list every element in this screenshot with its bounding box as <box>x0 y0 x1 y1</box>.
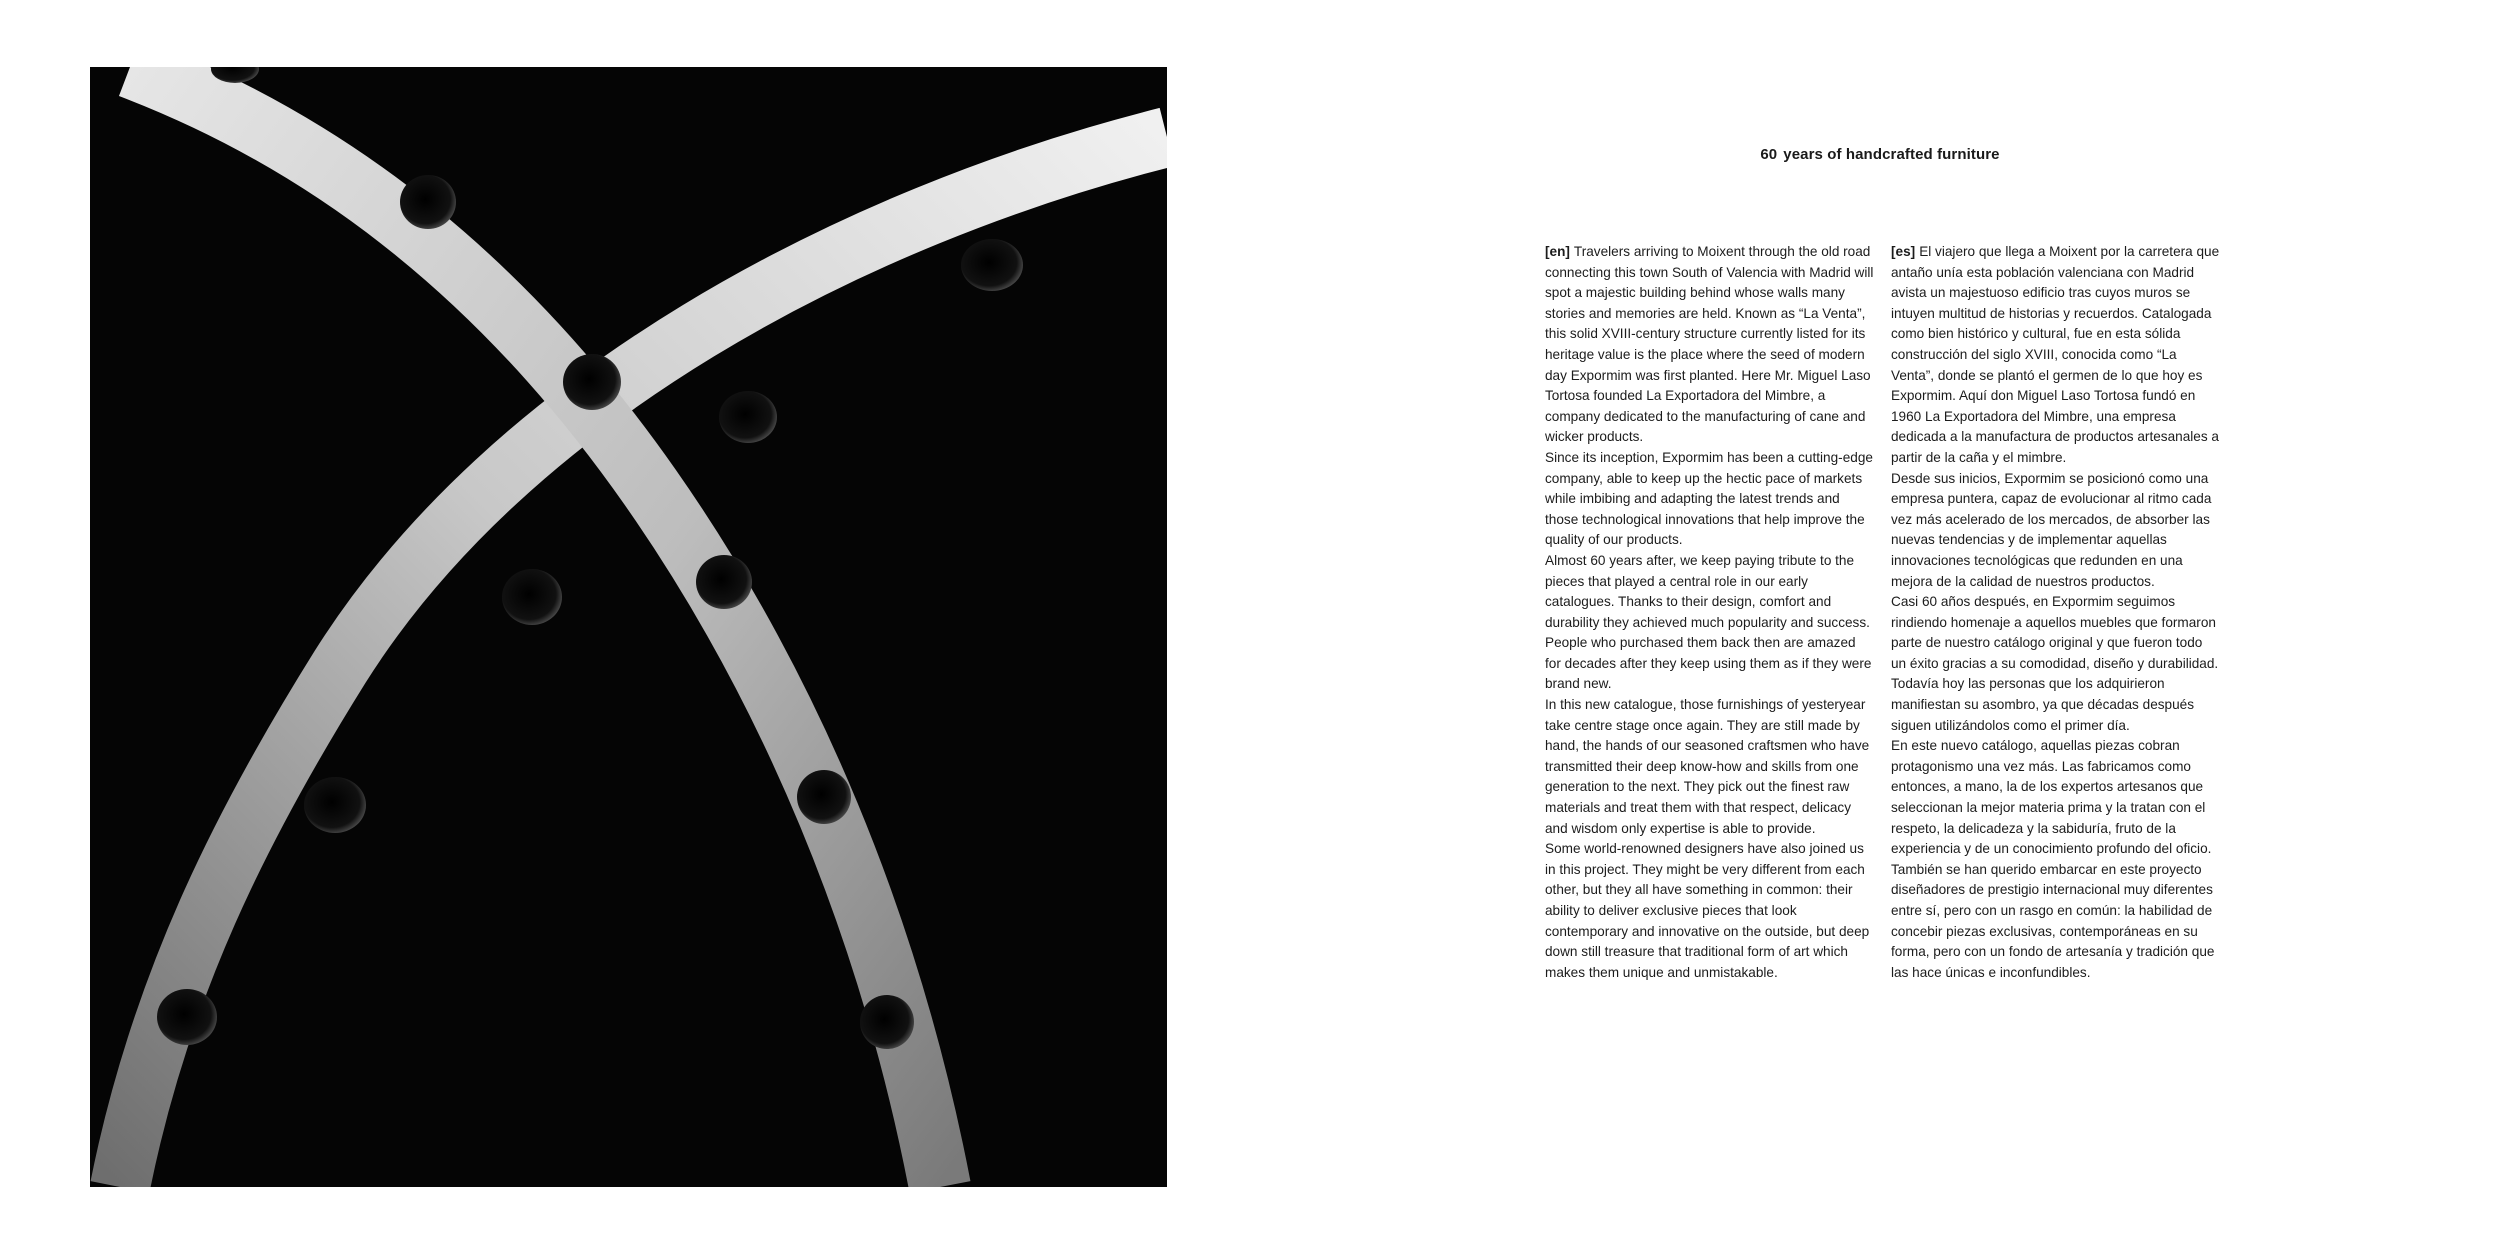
spanish-column <box>1891 242 2221 983</box>
english-paragraph: Almost 60 years after, we keep paying tribute to the pieces that played a central role in our early catalogues. Thanks to their design, comfort and durability they achieved much popularity and success. People who purchased them back then are amazed for decades after they keep using them as if they were brand new. <box>1545 552 1872 692</box>
spanish-paragraph: [es] El viajero que llega a Moixent por la carretera que antaño unía esta población valenciana con Madrid avista un majestuoso edificio tras cuyos muros se intuyen multitud de historias y recuerdos. Catalogada como bien histórico y cultural, fue en esta sólida construcción del siglo XVIII, conocida como “La Venta”, donde se plantó el germen de lo que hoy es Expormim. Aquí don Miguel Laso Tortosa fundó en 1960 La Exportadora del Mimbre, una empresa dedicada a la manufactura de productos artesanales a partir de la caña y el mimbre. <box>1891 244 2220 465</box>
english-paragraph: Since its inception, Expormim has been a cutting-edge company, able to keep up the hectic pace of markets while imbibing and adapting the latest trends and those technological innovations that help improve the quality of our products. <box>1545 449 1873 548</box>
heading-number: 60 <box>1760 146 1778 163</box>
english-paragraph: Some world-renowned designers have also joined us in this project. They might be very different from each other, but they all have something in common: their ability to deliver exclusive pieces that look contemporary and innovative on the outside, but deep down still treasure that traditional form of art which makes them unique and unmistakable. <box>1545 841 1870 980</box>
wicker-rings-photo <box>90 67 1167 1187</box>
language-tag-es: [es] <box>1891 244 1916 259</box>
spanish-paragraph: En este nuevo catálogo, aquellas piezas cobran protagonismo una vez más. Las fabricamos como entonces, a mano, la de los expertos artesanos que seleccionan la mejor materia prima y la tratan con el respeto, la delicadeza y la sabiduría, fruto de la experiencia y de un conocimiento profundo del oficio. <box>1891 738 2212 857</box>
english-paragraph: [en] Travelers arriving to Moixent through the old road connecting this town South of Valencia with Madrid will spot a majestic building behind whose walls many stories and memories are held. Known as “La Venta”, this solid XVIII-century structure currently listed for its heritage value is the place where the seed of modern day Expormim was first planted. Here Mr. Miguel Laso Tortosa founded La Exportadora del Mimbre, a company dedicated to the manufacturing of cane and wicker products. <box>1545 244 1874 445</box>
heading-text: years of handcrafted furniture <box>1783 146 2000 163</box>
page-heading <box>1500 146 2260 163</box>
language-tag-en: [en] <box>1545 244 1570 259</box>
spanish-paragraph: Casi 60 años después, en Expormim seguimos rindiendo homenaje a aquellos muebles que formaron parte de nuestro catálogo original y que fueron todo un éxito gracias a su comodidad, diseño y durabilidad. Todavía hoy las personas que los adquirieron manifiestan su asombro, ya que décadas después siguen utilizándolos como el primer día. <box>1891 594 2219 733</box>
spanish-paragraph: Desde sus inicios, Expormim se posicionó como una empresa puntera, capaz de evolucionar al ritmo cada vez más acelerado de los mercados, de absorber las nuevas tendencias y de implementar aquellas innovaciones tecnológicas que redunden en una mejora de la calidad de nuestros productos. <box>1891 470 2212 589</box>
english-paragraph: In this new catalogue, those furnishings of yesteryear take centre stage once again. They are still made by hand, the hands of our seasoned craftsmen who have transmitted their deep know-how and skills from one generation to the next. They pick out the finest raw materials and treat them with that respect, delicacy and wisdom only expertise is able to provide. <box>1545 697 1870 836</box>
spanish-paragraph: También se han querido embarcar en este proyecto diseñadores de prestigio internacional muy diferentes entre sí, pero con un rasgo en común: la habilidad de concebir piezas exclusivas, contemporáneas en su forma, pero con un fondo de artesanía y tradición que las hace únicas e inconfundibles. <box>1891 861 2215 980</box>
wicker-rings-illustration <box>90 67 1167 1187</box>
english-column <box>1545 242 1875 983</box>
